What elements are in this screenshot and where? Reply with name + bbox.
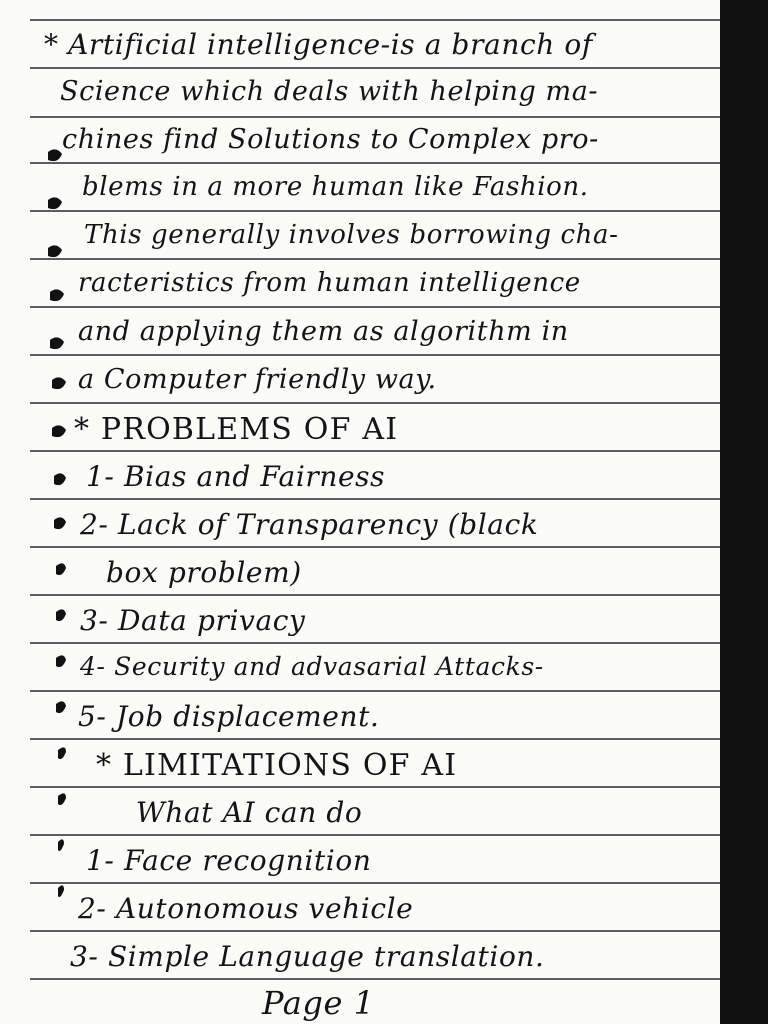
problem-item: box problem) — [106, 556, 302, 589]
intro-line: a Computer friendly way. — [78, 364, 437, 395]
notebook-binding-edge — [720, 0, 768, 1024]
intro-line: blems in a more human like Fashion. — [82, 172, 589, 202]
limitations-heading: * LIMITATIONS OF AI — [96, 748, 458, 783]
problem-item: 2- Lack of Transparency (black — [80, 508, 539, 541]
intro-line: chines find Solutions to Complex pro- — [62, 124, 599, 155]
limitation-item: 3- Simple Language translation. — [70, 940, 545, 973]
problem-item: 4- Security and advasarial Attacks- — [80, 652, 544, 681]
page-number: Page 1 — [262, 984, 375, 1022]
problem-item: 3- Data privacy — [80, 604, 306, 637]
limitation-item: 2- Autonomous vehicle — [78, 892, 414, 925]
limitations-subheading: What AI can do — [136, 796, 363, 829]
intro-line: Science which deals with helping ma- — [60, 76, 599, 107]
problems-heading: * PROBLEMS OF AI — [74, 412, 399, 447]
limitation-item: 1- Face recognition — [86, 844, 372, 877]
intro-line: * Artificial intelligence-is a branch of — [44, 28, 593, 61]
problem-item: 5- Job displacement. — [78, 700, 380, 733]
intro-line: and applying them as algorithm in — [78, 316, 569, 347]
intro-line: This generally involves borrowing cha- — [84, 220, 619, 250]
intro-line: racteristics from human intelligence — [78, 268, 581, 298]
problem-item: 1- Bias and Fairness — [86, 460, 386, 493]
